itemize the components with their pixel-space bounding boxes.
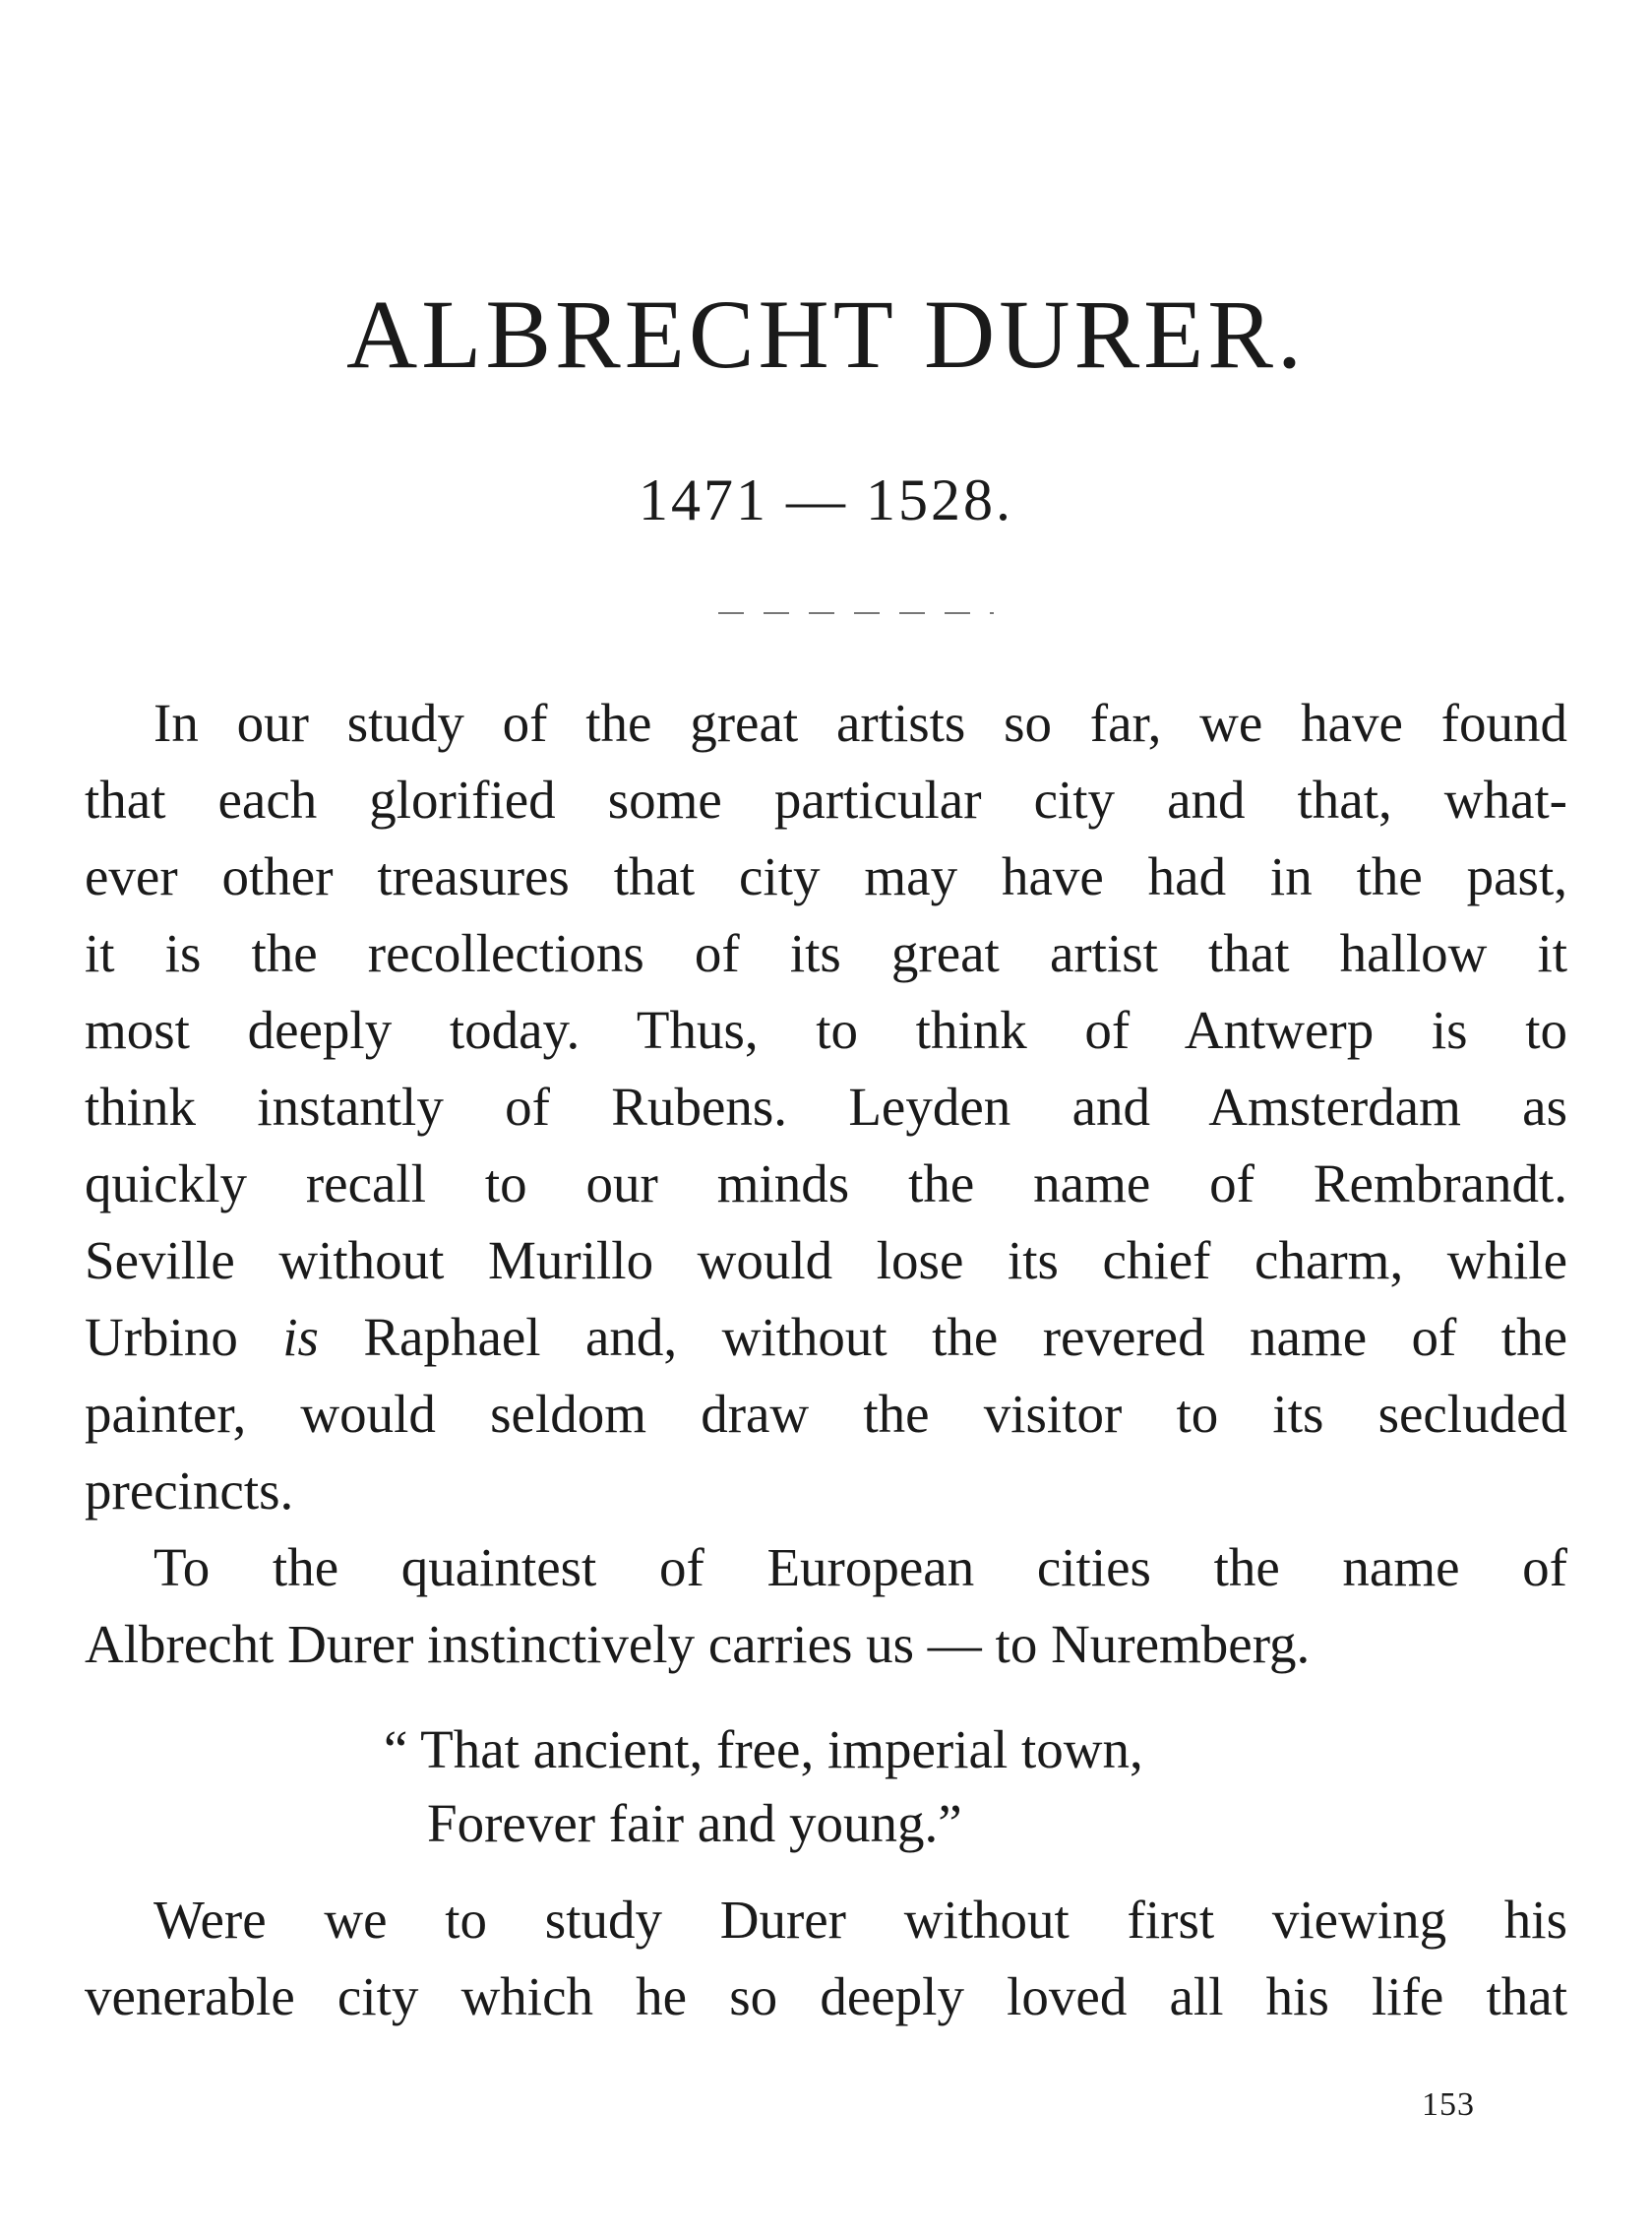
text-line bbox=[85, 1299, 1567, 1376]
text-line: quickly recall to our minds the name of Rembrandt. bbox=[85, 1153, 1567, 1213]
text-line: Albrecht Durer instinctively carries us — to Nuremberg. bbox=[85, 1614, 1311, 1674]
verse-line: Forever fair and young.” bbox=[427, 1793, 962, 1853]
text-line: In our study of the great artists so far, we have found bbox=[153, 693, 1567, 753]
verse-line: “ That ancient, free, imperial town, bbox=[384, 1719, 1143, 1779]
verse-quote bbox=[384, 1712, 1143, 1860]
text-line: most deeply today. Thus, to think of Antwerp is to bbox=[85, 1000, 1567, 1060]
text-line: ever other treasures that city may have had in the past, bbox=[85, 846, 1567, 906]
text-line: Were we to study Durer without first viewing his bbox=[153, 1890, 1567, 1950]
chapter-dates: 1471 — 1528. bbox=[639, 467, 1013, 532]
dashed-divider bbox=[718, 612, 994, 614]
page-number: 153 bbox=[1422, 2086, 1475, 2123]
text-fragment: Urbino bbox=[85, 1307, 283, 1367]
text-line: precincts. bbox=[85, 1460, 294, 1521]
text-line: Seville without Murillo would lose its chief charm, while bbox=[85, 1230, 1567, 1290]
text-line: that each glorified some particular city and that, what- bbox=[85, 770, 1567, 830]
text-line: To the quaintest of European cities the name of bbox=[153, 1537, 1567, 1597]
paragraph-1 bbox=[85, 685, 1567, 1683]
text-line: it is the recollections of its great artist that hallow it bbox=[85, 923, 1567, 983]
chapter-title: ALBRECHT DURER. bbox=[346, 280, 1306, 389]
text-line: think instantly of Rubens. Leyden and Amsterdam as bbox=[85, 1077, 1567, 1137]
text-fragment: Raphael and, without the revered name of the bbox=[318, 1307, 1567, 1367]
paragraph-3 bbox=[85, 1882, 1567, 2035]
text-line: venerable city which he so deeply loved all his life that bbox=[85, 1966, 1567, 2026]
emphasis-text: is bbox=[282, 1307, 319, 1367]
text-line: painter, would seldom draw the visitor to its secluded bbox=[85, 1384, 1567, 1444]
